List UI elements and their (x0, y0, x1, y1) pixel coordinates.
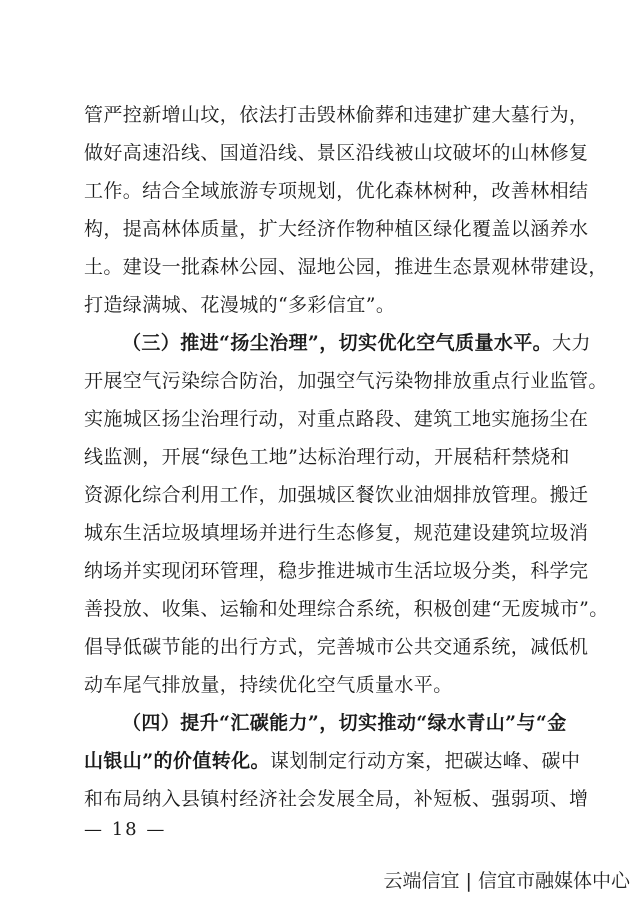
text-line: 线监测，开展“绿色工地”达标治理行动，开展秸秆禁烧和 (84, 446, 570, 468)
text-line: 动车尾气排放量，持续优化空气质量水平。 (84, 674, 453, 696)
text-line: 工作。结合全域旅游专项规划，优化森林树种，改善林相结 (84, 180, 589, 202)
heading-bold: （三）推进“扬尘治理”，切实优化空气质量水平。 (122, 332, 553, 354)
text-line: 开展空气污染综合防治，加强空气污染物排放重点行业监管。 (84, 370, 608, 392)
text-line: 善投放、收集、运输和处理综合系统，积极创建“无废城市”。 (84, 598, 609, 620)
text-line: 纳场并实现闭环管理，稳步推进城市生活垃圾分类，科学完 (84, 560, 589, 582)
text-line: 和布局纳入县镇村经济社会发展全局，补短板、强弱项、增 (84, 788, 589, 810)
text-line: 实施城区扬尘治理行动，对重点路段、建筑工地实施扬尘在 (84, 408, 589, 430)
watermark: 云端信宜 | 信宜市融媒体中心 (383, 870, 630, 892)
text-line: 打造绿满城、花漫城的“多彩信宜”。 (84, 294, 396, 316)
section-heading-4-cont (84, 748, 584, 774)
section-heading-3 (122, 330, 591, 356)
heading-bold: 山银山”的价值转化。 (84, 750, 270, 772)
page-number: — 18 — (84, 819, 167, 840)
text-line: 做好高速沿线、国道沿线、景区沿线被山坟破坏的山林修复 (84, 142, 589, 164)
section-heading-4 (122, 710, 584, 736)
text-line: 倡导低碳节能的出行方式，完善城市公共交通系统，减低机 (84, 636, 589, 658)
text-line: 城东生活垃圾填埋场并进行生态修复，规范建设建筑垃圾消 (84, 522, 589, 544)
text-line: 构，提高林体质量，扩大经济作物种植区绿化覆盖以涵养水 (84, 218, 589, 240)
heading-bold: （四）提升“汇碳能力”，切实推动“绿水青山”与“金 (122, 712, 567, 734)
text-line: 管严控新增山坟，依法打击毁林偷葬和违建扩建大墓行为， (84, 104, 589, 126)
text-line: 土。建设一批森林公园、湿地公园，推进生态景观林带建设， (84, 256, 608, 278)
heading-rest: 大力 (552, 332, 591, 354)
heading-rest: 谋划制定行动方案，把碳达峰、碳中 (269, 750, 581, 772)
text-line: 资源化综合利用工作，加强城区餐饮业油烟排放管理。搬迁 (84, 484, 589, 506)
